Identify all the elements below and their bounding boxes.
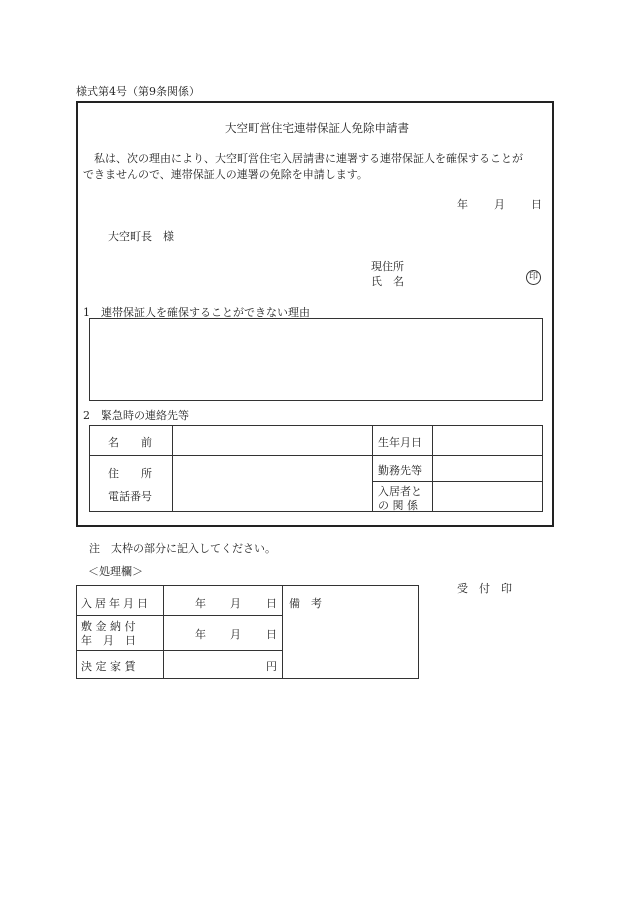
contact-name-input[interactable]	[173, 426, 371, 454]
contact-name-label: 名 前	[108, 436, 152, 449]
stamp-label: 受 付 印	[457, 582, 512, 595]
remarks-label: 備 考	[289, 597, 322, 610]
move-in-month: 月	[230, 597, 241, 610]
contact-birthdate-input[interactable]	[433, 426, 542, 454]
rent-label: 決 定 家 賃	[81, 660, 136, 673]
deposit-month: 月	[230, 628, 241, 641]
contact-workplace-input[interactable]	[433, 456, 542, 480]
table-divider	[372, 425, 373, 512]
section1-title: 1 連帯保証人を確保することができない理由	[83, 306, 310, 319]
move-in-day: 日	[266, 597, 277, 610]
table-divider	[163, 585, 164, 679]
contact-workplace-label: 勤務先等	[378, 464, 422, 477]
date-year-label: 年	[457, 198, 468, 211]
form-number: 様式第4号（第9条関係）	[76, 85, 200, 98]
table-divider	[282, 585, 283, 679]
contact-relation-input[interactable]	[433, 482, 542, 511]
form-title: 大空町営住宅連帯保証人免除申請書	[225, 121, 409, 135]
seal-icon: 印	[526, 270, 541, 285]
contact-address-label: 住 所	[108, 467, 152, 480]
contact-relation-label-2: の 関 係	[378, 499, 418, 512]
contact-birthdate-label: 生年月日	[378, 436, 422, 449]
deposit-year: 年	[195, 628, 206, 641]
contact-address-input[interactable]	[173, 456, 371, 511]
move-in-date-label: 入居年月日	[81, 597, 151, 610]
date-day-label: 日	[531, 198, 542, 211]
processing-title: ＜処理欄＞	[88, 565, 143, 578]
reason-input-box[interactable]	[89, 318, 543, 401]
table-divider	[76, 650, 283, 651]
date-month-label: 月	[494, 198, 505, 211]
contact-relation-label-1: 入居者と	[378, 485, 422, 498]
addressee: 大空町長 様	[108, 230, 174, 243]
name-label: 氏 名	[371, 275, 404, 288]
section2-title: 2 緊急時の連絡先等	[83, 409, 189, 422]
deposit-label-1: 敷 金 納 付	[81, 620, 136, 633]
deposit-label-2: 年 月 日	[81, 634, 136, 647]
table-divider	[76, 615, 283, 616]
note: 注 太枠の部分に記入してください。	[89, 542, 276, 555]
body-text-line2: できませんので、連帯保証人の連署の免除を申請します。	[83, 168, 368, 181]
rent-yen: 円	[266, 660, 277, 673]
address-label: 現住所	[371, 260, 404, 273]
contact-phone-label: 電話番号	[108, 490, 152, 503]
deposit-day: 日	[266, 628, 277, 641]
body-text-line1: 私は、次の理由により、大空町営住宅入居請書に連署する連帯保証人を確保することが	[94, 152, 523, 165]
move-in-year: 年	[195, 597, 206, 610]
